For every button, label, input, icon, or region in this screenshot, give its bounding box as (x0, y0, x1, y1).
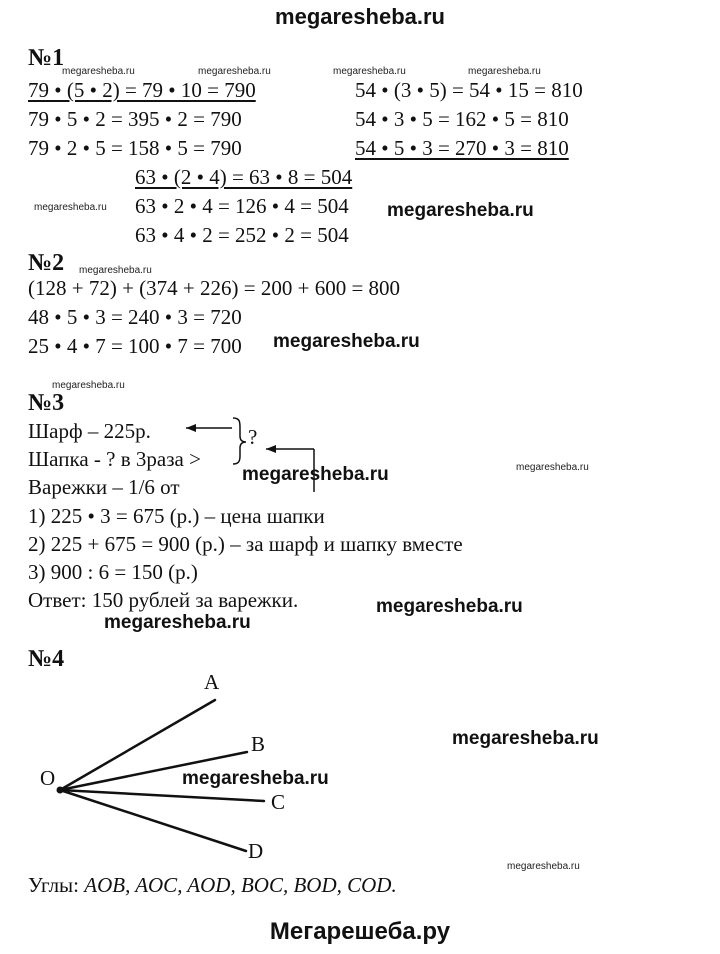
task2-line: 25 • 4 • 7 = 100 • 7 = 700 (28, 334, 242, 358)
point-d-label: D (248, 839, 264, 863)
watermark: megaresheba.ru (387, 200, 534, 221)
task3-answer: Ответ: 150 рублей за варежки. (28, 588, 299, 612)
task1-line: 63 • 4 • 2 = 252 • 2 = 504 (135, 223, 349, 247)
task2-number: №2 (28, 250, 65, 276)
vertex-o (57, 787, 64, 794)
point-c-label: C (271, 790, 286, 814)
watermark: megaresheba.ru (198, 66, 271, 77)
task3-solution-line: 2) 225 + 675 = 900 (р.) – за шарф и шапку вместе (28, 532, 463, 556)
task1-line: 63 • (2 • 4) = 63 • 8 = 504 (135, 165, 353, 189)
task3-solution-line: 3) 900 : 6 = 150 (р.) (28, 560, 198, 584)
question-mark: ? (248, 425, 258, 449)
task1-line: 54 • 5 • 3 = 270 • 3 = 810 (355, 136, 569, 160)
watermark: megaresheba.ru (182, 768, 329, 789)
watermark: megaresheba.ru (34, 202, 107, 213)
watermark: megaresheba.ru (333, 66, 406, 77)
task3-arrows (186, 418, 314, 492)
angles-values: AOB, AOC, AOD, BOC, BOD, COD. (84, 873, 397, 897)
task1-line: 79 • 2 • 5 = 158 • 5 = 790 (28, 136, 242, 160)
watermark: megaresheba.ru (273, 331, 420, 352)
task1-line: 54 • 3 • 5 = 162 • 5 = 810 (355, 107, 569, 131)
task2-line: 48 • 5 • 3 = 240 • 3 = 720 (28, 305, 242, 329)
watermark: megaresheba.ru (376, 596, 523, 617)
task1-line: 79 • (5 • 2) = 79 • 10 = 790 (28, 78, 256, 102)
watermark: megaresheba.ru (468, 66, 541, 77)
task1-line: 63 • 2 • 4 = 126 • 4 = 504 (135, 194, 349, 218)
task3-condition-line: Варежки – 1/6 от (28, 475, 180, 499)
watermark: megaresheba.ru (62, 66, 135, 77)
task3-solution-line: 1) 225 • 3 = 675 (р.) – цена шапки (28, 504, 325, 528)
point-o-label: O (40, 766, 56, 790)
watermark: megaresheba.ru (516, 462, 589, 473)
task1-line: 54 • (3 • 5) = 54 • 15 = 810 (355, 78, 583, 102)
task4-number: №4 (28, 646, 65, 672)
task3-number: №3 (28, 390, 65, 416)
task1-line: 79 • 5 • 2 = 395 • 2 = 790 (28, 107, 242, 131)
site-footer: Мегарешеба.ру (269, 918, 451, 945)
watermark: megaresheba.ru (507, 861, 580, 872)
point-a-label: A (204, 670, 220, 694)
watermark: megaresheba.ru (104, 612, 251, 633)
task3-condition-line: Шарф – 225р. (28, 419, 151, 443)
point-b-label: B (251, 732, 266, 756)
task2-line: (128 + 72) + (374 + 226) = 200 + 600 = 800 (28, 276, 401, 300)
watermark: megaresheba.ru (242, 464, 389, 485)
angles-label: Углы: (28, 873, 79, 897)
watermark: megaresheba.ru (452, 728, 599, 749)
site-header: megaresheba.ru (275, 4, 445, 29)
watermark: megaresheba.ru (52, 380, 125, 391)
task3-condition-line: Шапка - ? в 3раза > (28, 447, 201, 471)
watermark: megaresheba.ru (79, 265, 152, 276)
task1-number: №1 (28, 45, 65, 71)
angles-list (28, 873, 397, 898)
